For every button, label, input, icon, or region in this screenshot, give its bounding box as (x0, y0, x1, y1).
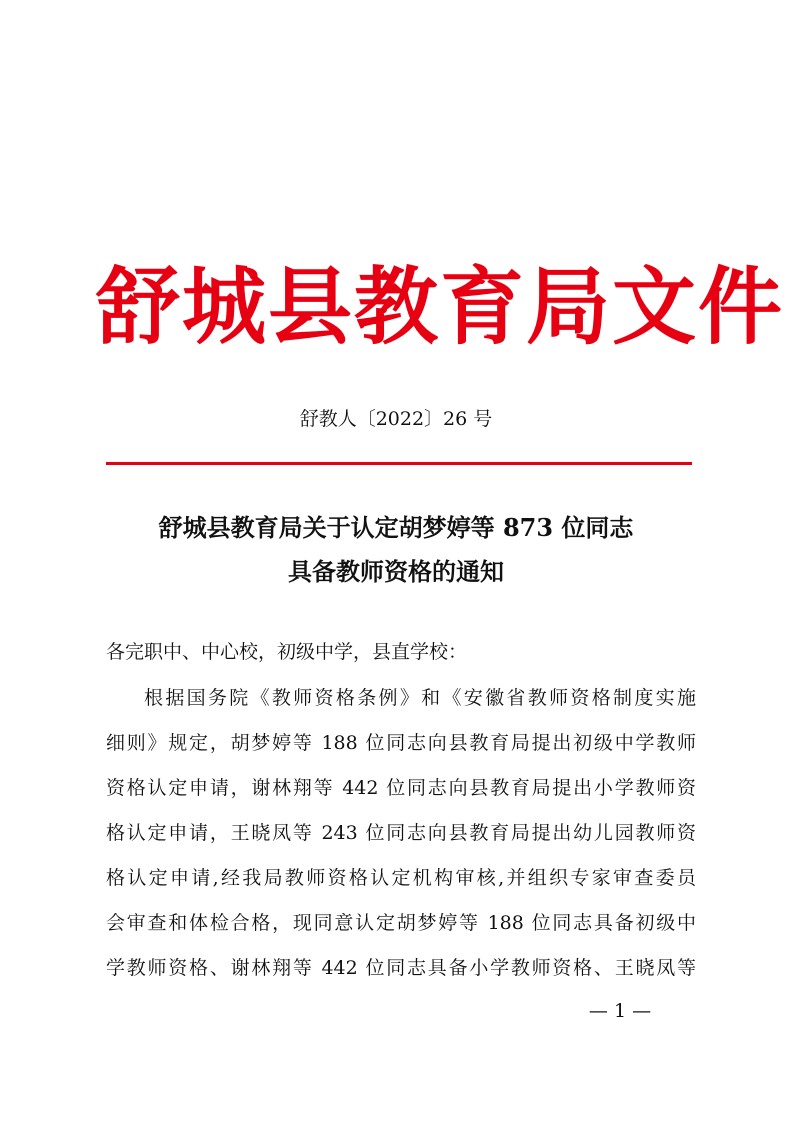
document-masthead: 舒城县教育局文件 (96, 258, 785, 356)
body-line: 会审查和体检合格，现同意认定胡梦婷等 188 位同志具备初级中 (106, 912, 696, 934)
notice-title-line-1: 舒城县教育局关于认定胡梦婷等 873 位同志 (158, 513, 634, 542)
document-number: 舒教人〔2022〕26 号 (299, 408, 493, 430)
body-line: 格认定申请，王晓凤等 243 位同志向县教育局提出幼儿园教师资 (106, 822, 696, 844)
body-paragraph (106, 676, 696, 991)
page-number: — 1 — (588, 1000, 652, 1022)
red-divider-line (106, 462, 692, 465)
body-line: 细则》规定，胡梦婷等 188 位同志向县教育局提出初级中学教师 (106, 732, 696, 754)
body-line: 学教师资格、谢林翔等 442 位同志具备小学教师资格、王晓凤等 (106, 957, 696, 979)
notice-title (96, 506, 696, 594)
body-line: 格认定申请,经我局教师资格认定机构审核,并组织专家审查委员 (106, 867, 696, 889)
body-line: 资格认定申请，谢林翔等 442 位同志向县教育局提出小学教师资 (106, 777, 696, 799)
body-line: 根据国务院《教师资格条例》和《安徽省教师资格制度实施 (144, 687, 696, 709)
salutation: 各完职中、中心校，初级中学，县直学校： (106, 641, 468, 663)
notice-title-line-2: 具备教师资格的通知 (288, 557, 504, 586)
